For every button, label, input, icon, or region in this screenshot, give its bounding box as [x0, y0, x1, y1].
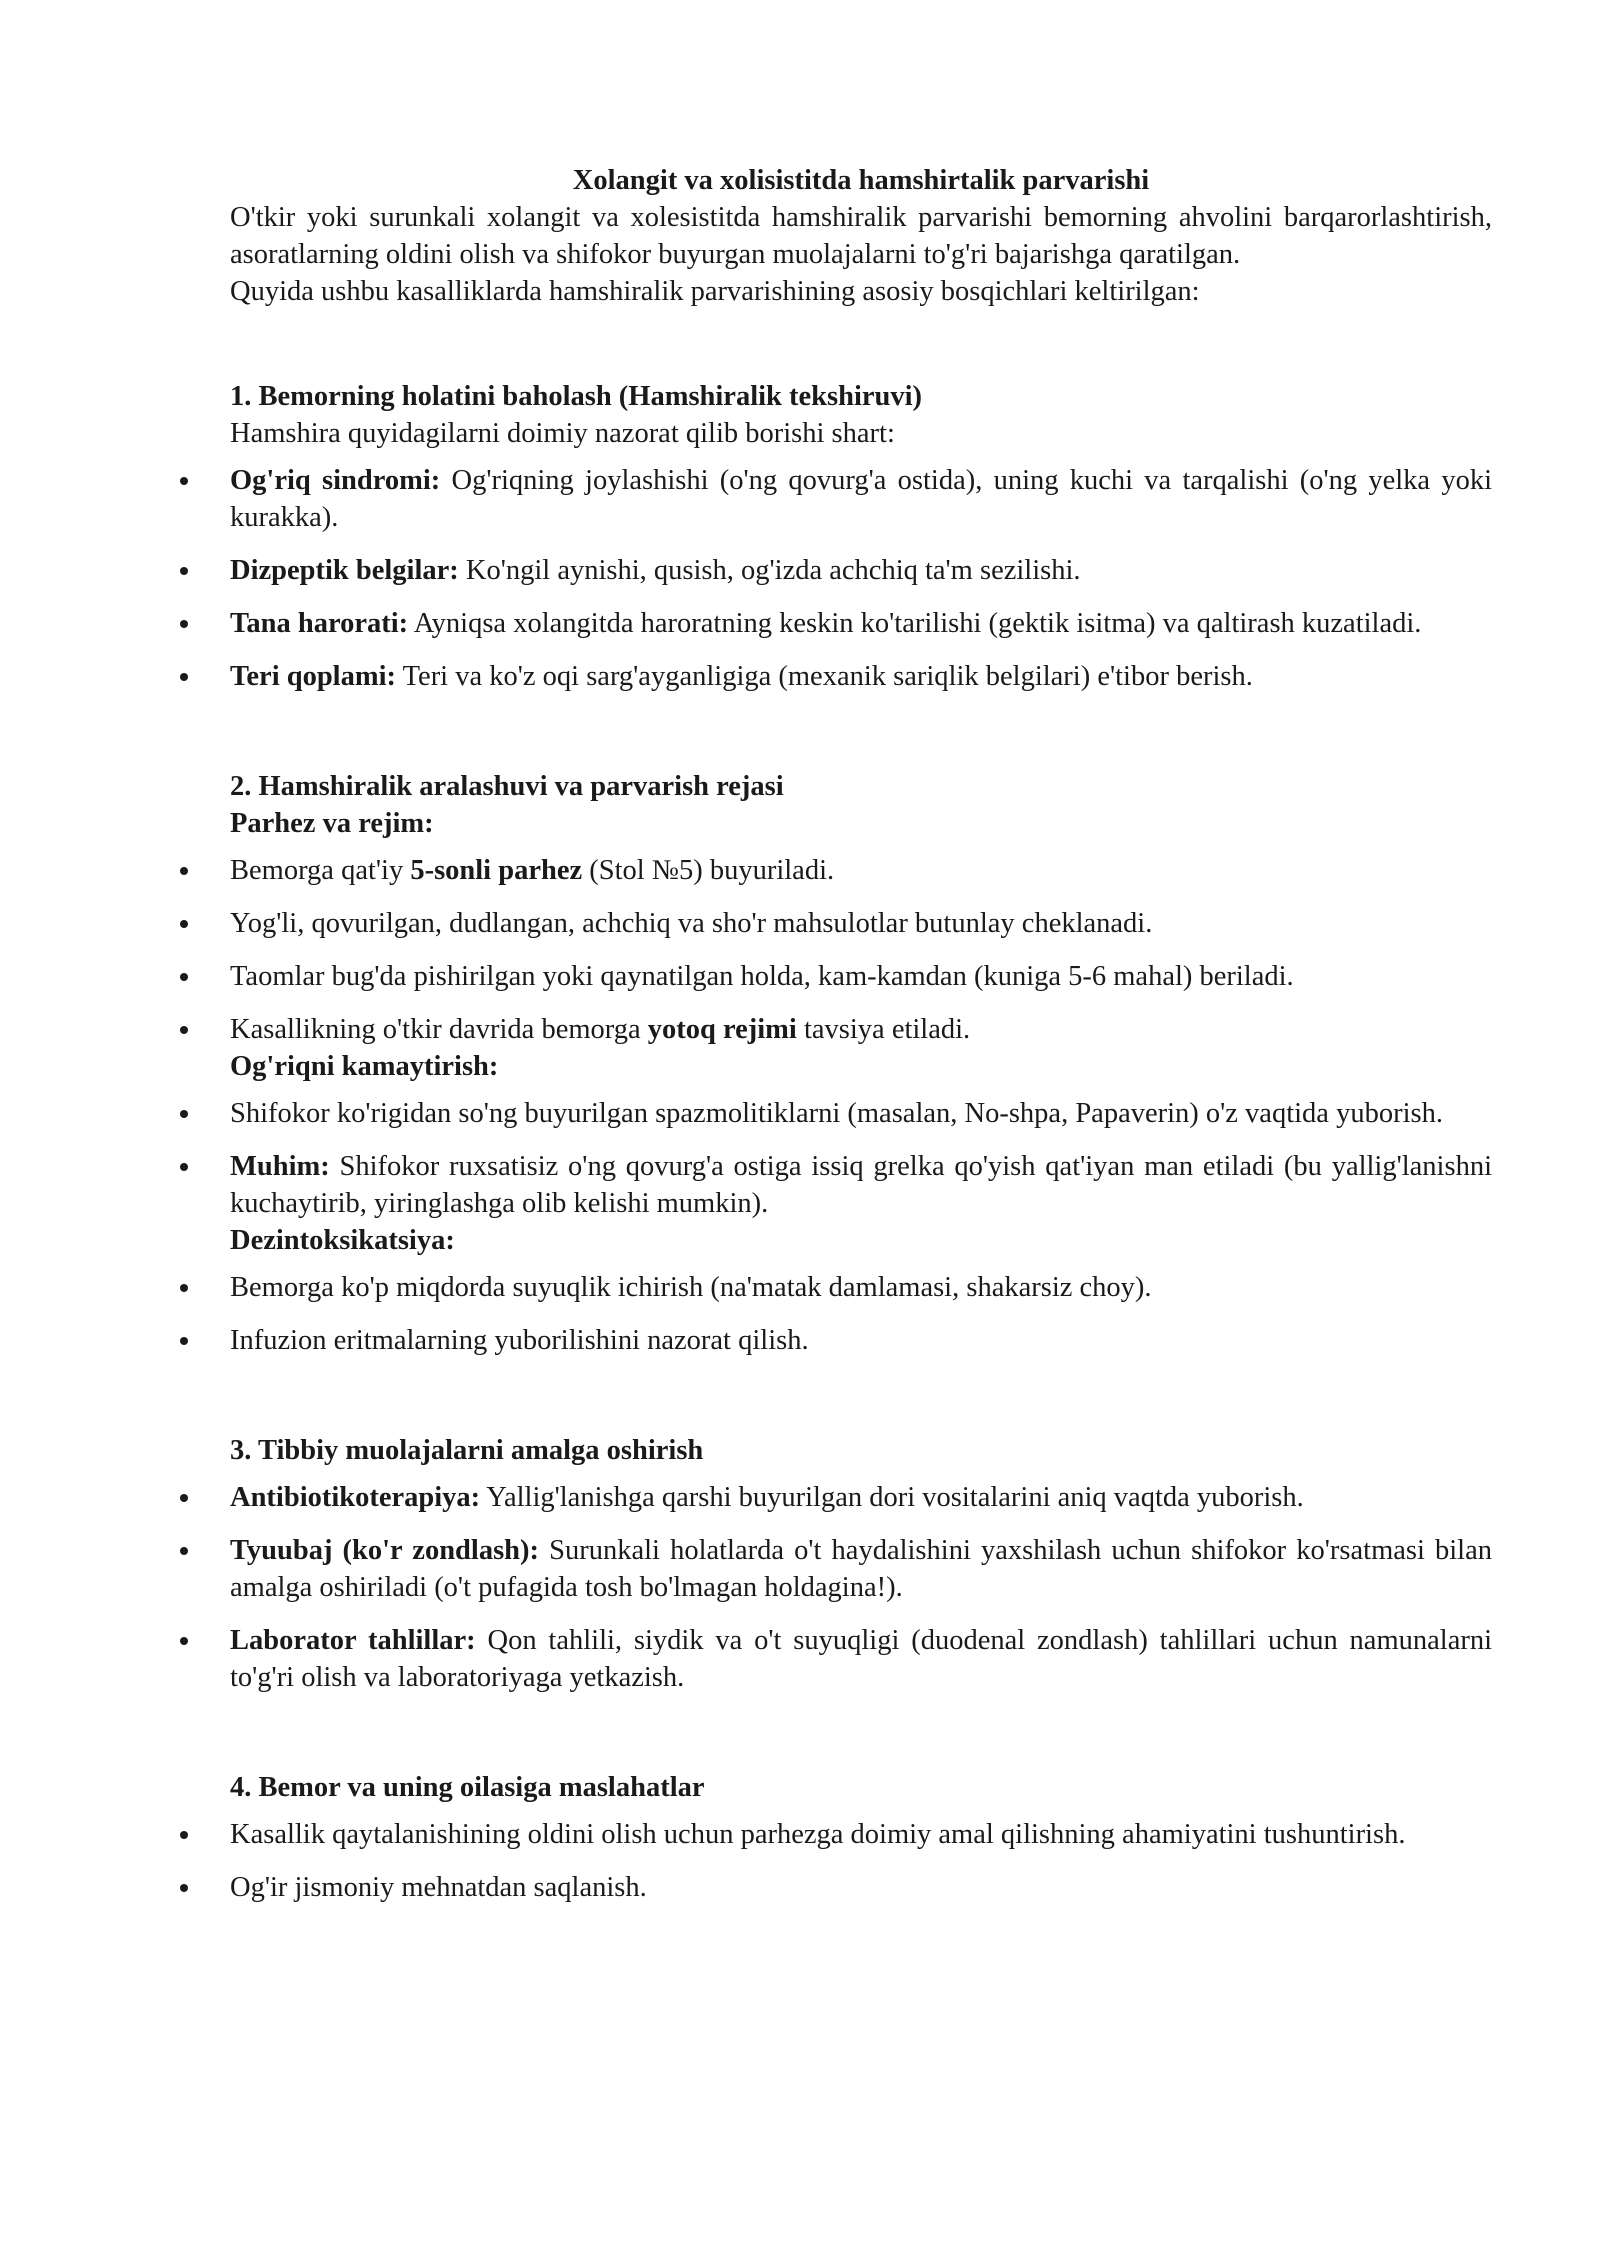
item-text: Teri va ko'z oqi sarg'ayganligiga (mexanik sariqlik belgilari) e'tibor berish.	[396, 661, 1253, 692]
section-lead: Hamshira quyidagilarni doimiy nazorat qilib borishi shart:	[230, 418, 895, 449]
bullet-icon	[180, 1884, 188, 1892]
bullet-icon	[180, 673, 188, 681]
intro-lead: Quyida ushbu kasalliklarda hamshiralik parvarishining asosiy bosqichlari keltirilgan:	[230, 276, 1200, 307]
detox-list	[230, 1269, 1492, 1359]
bullet-icon	[180, 1284, 188, 1292]
list-item	[230, 1532, 1492, 1606]
list-item	[230, 552, 1492, 589]
section-heading: 3. Tibbiy muolajalarni amalga oshirish	[230, 1435, 704, 1466]
section-assessment	[230, 378, 1492, 695]
list-item	[230, 905, 1492, 942]
list-item	[230, 852, 1492, 889]
list-item	[230, 462, 1492, 536]
bullet-icon	[180, 620, 188, 628]
item-term: Antibiotikoterapiya:	[230, 1482, 481, 1513]
subsection-heading-detox: Dezintoksikatsiya:	[230, 1225, 455, 1256]
item-emphasis: 5-sonli parhez	[410, 855, 583, 886]
item-text: Shifokor ruxsatisiz o'ng qovurg'a ostiga issiq grelka qo'yish qat'iyan man etiladi (bu yallig'lanishni kuchaytirib, yiringlashga olib kelishi mumkin).	[230, 1151, 1492, 1219]
item-term: Og'riq sindromi:	[230, 465, 441, 496]
section-heading: 4. Bemor va uning oilasiga maslahatlar	[230, 1772, 705, 1803]
item-text: Ayniqsa xolangitda haroratning keskin ko'tarilishi (gektik isitma) va qaltirash kuzatiladi.	[408, 608, 1422, 639]
list-item	[230, 1269, 1492, 1306]
section-advice	[230, 1769, 1492, 1906]
list-item	[230, 1622, 1492, 1696]
subsection-heading-diet: Parhez va rejim:	[230, 808, 434, 839]
bullet-icon	[180, 1026, 188, 1034]
item-text: Og'riqning joylashishi (o'ng qovurg'a ostida), uning kuchi va tarqalishi (o'ng yelka yoki kurakka).	[230, 465, 1492, 533]
list-item	[230, 1322, 1492, 1359]
bullet-icon	[180, 920, 188, 928]
item-text: Bemorga ko'p miqdorda suyuqlik ichirish (na'matak damlamasi, shakarsiz choy).	[230, 1272, 1152, 1303]
list-item	[230, 1869, 1492, 1906]
item-text: Infuzion eritmalarning yuborilishini nazorat qilish.	[230, 1325, 809, 1356]
bullet-icon	[180, 1110, 188, 1118]
pain-list	[230, 1095, 1492, 1222]
item-text: Yog'li, qovurilgan, dudlangan, achchiq va sho'r mahsulotlar butunlay cheklanadi.	[230, 908, 1153, 939]
item-text: Kasallik qaytalanishining oldini olish uchun parhezga doimiy amal qilishning ahamiyatini tushuntirish.	[230, 1819, 1406, 1850]
item-term: Teri qoplami:	[230, 661, 397, 692]
advice-list	[230, 1816, 1492, 1906]
diet-list	[230, 852, 1492, 1048]
item-text: Shifokor ko'rigidan so'ng buyurilgan spazmolitiklarni (masalan, No-shpa, Papaverin) o'z vaqtida yuborish.	[230, 1098, 1443, 1129]
item-term: Dizpeptik belgilar:	[230, 555, 459, 586]
bullet-icon	[180, 973, 188, 981]
bullet-icon	[180, 1547, 188, 1555]
item-emphasis: Muhim:	[230, 1151, 330, 1182]
item-text: Ko'ngil aynishi, qusish, og'izda achchiq ta'm sezilishi.	[458, 555, 1081, 586]
procedures-list	[230, 1479, 1492, 1696]
item-term: Tana harorati:	[230, 608, 409, 639]
list-item	[230, 1011, 1492, 1048]
item-term: Laborator tahlillar:	[230, 1625, 476, 1656]
list-item	[230, 1095, 1492, 1132]
list-item	[230, 605, 1492, 642]
section-procedures	[230, 1432, 1492, 1696]
subsection-heading-pain: Og'riqni kamaytirish:	[230, 1051, 499, 1082]
bullet-icon	[180, 567, 188, 575]
document-body	[230, 162, 1492, 1906]
item-text: Kasallikning o'tkir davrida bemorga	[230, 1014, 648, 1045]
bullet-icon	[180, 1831, 188, 1839]
item-emphasis: yotoq rejimi	[647, 1014, 797, 1045]
item-text: Bemorga qat'iy	[230, 855, 411, 886]
assessment-list	[230, 462, 1492, 695]
list-item	[230, 1148, 1492, 1222]
item-text: Yallig'lanishga qarshi buyurilgan dori vositalarini aniq vaqtda yuborish.	[480, 1482, 1304, 1513]
list-item	[230, 658, 1492, 695]
list-item	[230, 958, 1492, 995]
section-care-plan	[230, 768, 1492, 1359]
bullet-icon	[180, 867, 188, 875]
item-text: tavsiya etiladi.	[796, 1014, 971, 1045]
document-title: Xolangit va xolisistitda hamshirtalik parvarishi	[572, 165, 1150, 196]
item-text: Taomlar bug'da pishirilgan yoki qaynatilgan holda, kam-kamdan (kuniga 5-6 mahal) beriladi.	[230, 961, 1294, 992]
list-item	[230, 1816, 1492, 1853]
bullet-icon	[180, 1494, 188, 1502]
item-text: (Stol №5) buyuriladi.	[582, 855, 835, 886]
section-heading: 2. Hamshiralik aralashuvi va parvarish rejasi	[230, 771, 784, 802]
bullet-icon	[180, 1337, 188, 1345]
bullet-icon	[180, 1637, 188, 1645]
list-item	[230, 1479, 1492, 1516]
item-term: Tyuubaj (ko'r zondlash):	[230, 1535, 540, 1566]
section-heading: 1. Bemorning holatini baholash (Hamshiralik tekshiruvi)	[230, 381, 923, 412]
item-text: Qon tahlili, siydik va o't suyuqligi (duodenal zondlash) tahlillari uchun namunalarni to'g'ri olish va laboratoriyaga yetkazish.	[230, 1625, 1492, 1693]
bullet-icon	[180, 477, 188, 485]
bullet-icon	[180, 1163, 188, 1171]
item-text: Surunkali holatlarda o't haydalishini yaxshilash uchun shifokor ko'rsatmasi bilan amalga oshiriladi (o't pufagida tosh bo'lmagan holdagina!).	[230, 1535, 1492, 1603]
item-text: Og'ir jismoniy mehnatdan saqlanish.	[230, 1872, 647, 1903]
intro-paragraph: O'tkir yoki surunkali xolangit va xolesistitda hamshiralik parvarishi bemorning ahvolini barqarorlashtirish, asoratlarning oldini olish va shifokor buyurgan muolajalarni to'g'ri bajarishga qaratilgan.	[230, 202, 1492, 270]
